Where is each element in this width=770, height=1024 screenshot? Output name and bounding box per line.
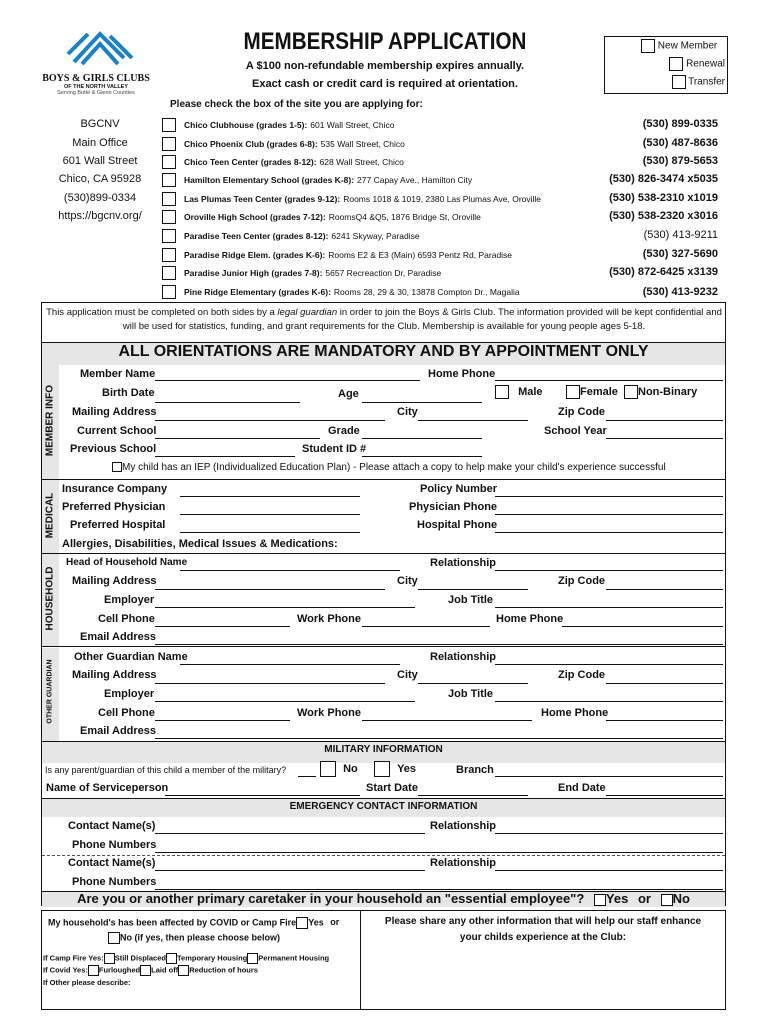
site-row (162, 173, 472, 187)
fire-label: If Camp Fire Yes: (43, 953, 104, 963)
divider (42, 646, 725, 647)
male-checkbox[interactable] (495, 385, 509, 399)
essential-question: Are you or another primary caretaker in your household an "essential employee"? (77, 891, 585, 906)
site-checkbox[interactable] (162, 210, 176, 224)
site-phone: (530) 826-3474 x5035 (609, 173, 718, 185)
birth-date-label: Birth Date (102, 387, 155, 399)
other-guardian-name-field[interactable] (180, 664, 400, 665)
medical-label: MEDICAL (44, 492, 56, 539)
site-phone: (530) 327-5690 (642, 248, 718, 260)
permanent-housing-checkbox[interactable] (247, 953, 258, 964)
site-row (162, 229, 420, 243)
site-phone: (530) 872-6425 x3139 (609, 266, 718, 278)
physician-label: Preferred Physician (62, 501, 166, 513)
permanent-housing-label: Permanent Housing (258, 953, 330, 963)
home-phone-field[interactable] (495, 380, 723, 381)
household-work-label: Work Phone (297, 613, 361, 625)
nonbinary-checkbox[interactable] (624, 385, 638, 399)
transfer-checkbox[interactable] (672, 75, 686, 89)
member-name-label: Member Name (80, 368, 156, 380)
household-city-label: City (397, 575, 418, 587)
insurance-label: Insurance Company (62, 483, 168, 495)
head-household-label: Head of Household Name (66, 557, 188, 568)
contact-relationship-label-2: Relationship (430, 857, 497, 869)
essential-row (42, 891, 725, 906)
zip-label: Zip Code (558, 406, 606, 418)
birth-date-field[interactable] (155, 402, 300, 403)
home-phone-label: Home Phone (428, 368, 496, 380)
phone-numbers-field-2[interactable] (155, 889, 723, 890)
logo (40, 24, 152, 94)
iep-checkbox[interactable] (112, 462, 122, 472)
other-employer-field[interactable] (155, 701, 415, 702)
covid-yes-group-label: If Covid Yes: (43, 965, 88, 975)
site-checkbox[interactable] (162, 229, 176, 243)
site-name: Pine Ridge Elementary (grades K-6): (184, 287, 331, 297)
site-name: Chico Phoenix Club (grades 6-8): (184, 139, 318, 149)
site-address: 601 Wall Street, Chico (310, 120, 395, 130)
other-mailing-label: Mailing Address (72, 669, 157, 681)
site-row (162, 118, 395, 132)
fire-row (43, 953, 329, 964)
household-job-field[interactable] (495, 607, 723, 608)
other-work-field[interactable] (362, 720, 532, 721)
site-row (162, 210, 481, 224)
logo-name: BOYS & GIRLS CLUBS (42, 73, 150, 84)
allergies-label: Allergies, Disabilities, Medical Issues & Medications: (62, 538, 338, 550)
site-checkbox[interactable] (162, 248, 176, 262)
end-date-field[interactable] (606, 795, 723, 796)
hospital-phone-label: Hospital Phone (417, 519, 498, 531)
site-row (162, 248, 512, 262)
membership-type-box (604, 36, 728, 94)
contact-names-field-2[interactable] (155, 870, 425, 871)
household-employer-field[interactable] (155, 607, 415, 608)
previous-school-field[interactable] (155, 456, 295, 457)
school-year-label: School Year (544, 425, 607, 437)
renewal-checkbox[interactable] (669, 57, 683, 71)
member-info-label: MEMBER INFO (44, 384, 56, 457)
iep-label: My child has an IEP (Individualized Education Plan) - Please attach a copy to help make your child's experience successful (122, 462, 666, 473)
contact-separator (42, 855, 725, 856)
payment-note: Exact cash or credit card is required at orientation. (252, 78, 518, 90)
essential-no-label: No (672, 891, 690, 906)
current-school-field[interactable] (155, 438, 320, 439)
household-email-label: Email Address (80, 631, 157, 643)
org-city: Chico, CA 95928 (58, 173, 142, 185)
notice-post: in order to join the Boys & Girls Club. The information provided will be kept confidential and (337, 307, 722, 318)
site-name: Oroville High School (grades 7-12): (184, 212, 326, 222)
hospital-phone-field[interactable] (495, 532, 723, 533)
org-phone: (530)899-0334 (63, 192, 137, 204)
military-no-label: No (343, 762, 358, 775)
site-address: Rooms E2 & E3 (Main) 6593 Pentz Rd, Paradise (328, 250, 513, 260)
household-mailing-field[interactable] (155, 589, 385, 590)
covid-yes-row (43, 965, 258, 976)
site-address: Rooms 28, 29 & 30, 13878 Compton Dr., Magalia (333, 287, 520, 297)
covid-no-label: No (if yes, then please choose below) (120, 932, 281, 943)
mandatory-title: ALL ORIENTATIONS ARE MANDATORY AND BY APPOINTMENT ONLY (118, 343, 649, 360)
physician-phone-field[interactable] (495, 514, 723, 515)
household-work-field[interactable] (362, 626, 490, 627)
female-checkbox[interactable] (566, 385, 580, 399)
physician-field[interactable] (180, 514, 360, 515)
age-label: Age (338, 388, 359, 400)
org-name: BGCNV (80, 118, 120, 130)
essential-yes-label: Yes (605, 891, 629, 906)
other-job-label: Job Title (448, 688, 494, 700)
household-mailing-label: Mailing Address (72, 575, 157, 587)
contact-relationship-label: Relationship (430, 820, 497, 832)
notice-pre: This application must be completed on both sides by a (46, 307, 278, 318)
contact-names-label: Contact Name(s) (68, 820, 156, 832)
other-home-label: Home Phone (541, 707, 609, 719)
household-relationship-label: Relationship (430, 557, 497, 569)
other-cell-field[interactable] (155, 720, 290, 721)
site-phone: (530) 879-5653 (642, 155, 718, 167)
other-home-field[interactable] (606, 720, 723, 721)
other-city-field[interactable] (418, 683, 528, 684)
female-label: Female (580, 385, 618, 398)
other-guardian-name-label: Other Guardian Name (74, 651, 188, 663)
military-no-option (320, 761, 358, 777)
contact-relationship-field-2[interactable] (495, 870, 723, 871)
serviceperson-label: Name of Serviceperson (46, 782, 169, 794)
end-date-label: End Date (558, 782, 606, 794)
site-name: Paradise Ridge Elem. (grades K-6): (184, 250, 326, 260)
grade-label: Grade (328, 425, 360, 437)
grade-field[interactable] (362, 438, 482, 439)
policy-label: Policy Number (420, 483, 498, 495)
start-date-label: Start Date (366, 782, 418, 794)
divider (42, 553, 725, 554)
covid-no-row (108, 932, 280, 944)
military-yes-checkbox[interactable] (374, 761, 390, 777)
page-title: MEMBERSHIP APPLICATION (243, 28, 527, 55)
iep-option (112, 462, 666, 473)
site-name: Paradise Teen Center (grades 8-12): (184, 231, 329, 241)
other-zip-field[interactable] (606, 683, 723, 684)
female-option (566, 385, 618, 399)
male-label: Male (518, 385, 543, 398)
student-id-field[interactable] (362, 456, 482, 457)
age-field[interactable] (362, 402, 482, 403)
site-checkbox[interactable] (162, 173, 176, 187)
share-prompt-2: your childs experience at the Club: (459, 932, 627, 943)
military-answer-field[interactable] (298, 776, 316, 777)
zip-field[interactable] (606, 420, 723, 421)
other-mailing-field[interactable] (155, 683, 385, 684)
site-checkbox[interactable] (162, 155, 176, 169)
site-address: 277 Capay Ave., Hamilton City (357, 175, 473, 185)
current-school-label: Current School (77, 425, 157, 437)
still-displaced-label: Still Displaced (114, 953, 166, 963)
site-name: Hamilton Elementary School (grades K-8): (184, 175, 355, 185)
branch-field[interactable] (495, 776, 723, 777)
city-label: City (397, 406, 418, 418)
temporary-housing-checkbox[interactable] (166, 953, 177, 964)
site-row (162, 155, 404, 169)
logo-tagline: Serving Butte & Glenn Counties (57, 90, 135, 96)
site-name: Las Plumas Teen Center (grades 9-12): (184, 194, 341, 204)
site-phone: (530) 899-0335 (642, 118, 718, 130)
covid-yes-checkbox[interactable] (296, 917, 308, 929)
other-job-field[interactable] (495, 701, 723, 702)
serviceperson-field[interactable] (165, 795, 360, 796)
site-row (162, 192, 541, 206)
household-home-label: Home Phone (496, 613, 564, 625)
essential-or: or (637, 891, 651, 906)
site-phone: (530) 538-2310 x1019 (609, 192, 718, 204)
phone-numbers-field[interactable] (155, 852, 723, 853)
still-displaced-checkbox[interactable] (104, 953, 115, 964)
site-phone: (530) 538-2320 x3016 (609, 210, 718, 222)
fee-note: A $100 non-refundable membership expires annually. (245, 60, 525, 72)
household-cell-label: Cell Phone (98, 613, 155, 625)
site-row (162, 137, 405, 151)
logo-icon (40, 24, 152, 72)
site-checkbox[interactable] (162, 118, 176, 132)
military-question: Is any parent/guardian of this child a member of the military? (45, 765, 287, 775)
previous-school-label: Previous School (70, 443, 157, 455)
mailing-address-label: Mailing Address (72, 406, 157, 418)
site-name: Chico Teen Center (grades 8-12): (184, 157, 317, 167)
essential-yes-checkbox[interactable] (594, 894, 606, 906)
site-phone: (530) 413-9232 (642, 286, 718, 298)
city-field[interactable] (418, 420, 528, 421)
household-city-field[interactable] (418, 589, 528, 590)
covid-question: My household's has been affected by COVID or Camp Fire (48, 917, 297, 928)
site-address: Rooms 1018 & 1019, 2380 Las Plumas Ave, Oroville (343, 194, 542, 204)
site-phone: (530) 487-8636 (642, 137, 718, 149)
household-email-field[interactable] (155, 644, 723, 645)
notice-line2: will be used for statistics, funding, and grant requirements for the Club. Membership is available for young people ages 5-18. (122, 321, 646, 332)
household-relationship-field[interactable] (495, 570, 723, 571)
nonbinary-label: Non-Binary (638, 385, 698, 398)
military-yes-label: Yes (397, 762, 417, 775)
other-email-field[interactable] (155, 738, 723, 739)
male-option (495, 385, 543, 399)
site-name: Chico Clubhouse (grades 1-5): (184, 120, 308, 130)
military-yes-option (374, 761, 416, 777)
site-address: 628 Wall Street, Chico (319, 157, 404, 167)
other-work-label: Work Phone (297, 707, 361, 719)
covid-no-checkbox[interactable] (108, 932, 120, 944)
nonbinary-option (624, 385, 697, 399)
site-row (162, 266, 441, 280)
student-id-label: Student ID # (302, 443, 367, 455)
other-describe: If Other please describe: (43, 978, 131, 987)
other-cell-label: Cell Phone (98, 707, 155, 719)
transfer-label: Transfer (688, 76, 725, 88)
other-employer-label: Employer (104, 688, 155, 700)
site-address: 6241 Skyway, Paradise (331, 231, 420, 241)
site-checkbox[interactable] (162, 266, 176, 280)
household-zip-field[interactable] (606, 589, 723, 590)
site-address: 535 Wall Street, Chico (320, 139, 405, 149)
member-name-field[interactable] (155, 380, 420, 381)
divider (42, 479, 725, 480)
covid-or: or (330, 917, 340, 928)
household-home-field[interactable] (562, 626, 723, 627)
hospital-field[interactable] (180, 532, 360, 533)
other-relationship-label: Relationship (430, 651, 497, 663)
other-relationship-field[interactable] (495, 664, 723, 665)
org-street: 601 Wall Street (62, 155, 138, 167)
site-address: RoomsQ4 &Q5, 1876 Bridge St, Oroville (328, 212, 481, 222)
site-checkbox[interactable] (162, 137, 176, 151)
site-name: Paradise Junior High (grades 7-8): (184, 268, 323, 278)
hospital-label: Preferred Hospital (70, 519, 166, 531)
insurance-field[interactable] (180, 496, 360, 497)
site-checkbox[interactable] (162, 285, 176, 299)
phone-numbers-label: Phone Numbers (72, 839, 157, 851)
household-zip-label: Zip Code (558, 575, 606, 587)
site-checkbox[interactable] (162, 192, 176, 206)
mailing-address-field[interactable] (155, 420, 385, 421)
renewal-label: Renewal (686, 58, 725, 70)
head-household-field[interactable] (180, 570, 400, 571)
physician-phone-label: Physician Phone (409, 501, 498, 513)
branch-label: Branch (456, 764, 494, 776)
policy-field[interactable] (495, 496, 723, 497)
laid-off-label: Laid off (151, 965, 179, 975)
contact-relationship-field[interactable] (495, 833, 723, 834)
contact-names-label-2: Contact Name(s) (68, 857, 156, 869)
other-zip-label: Zip Code (558, 669, 606, 681)
site-row (162, 285, 520, 299)
other-guardian-label: OTHER GUARDIAN (46, 659, 54, 724)
site-phone: (530) 413-9211 (643, 229, 718, 241)
other-email-label: Email Address (80, 725, 157, 737)
household-cell-field[interactable] (155, 626, 290, 627)
essential-no-checkbox[interactable] (661, 894, 673, 906)
laid-off-checkbox[interactable] (140, 965, 151, 976)
org-website[interactable]: https://bgcnv.org/ (58, 210, 142, 222)
temporary-housing-label: Temporary Housing (177, 953, 248, 963)
new-member-checkbox[interactable] (641, 39, 655, 53)
logo-sub: OF THE NORTH VALLEY (63, 84, 129, 90)
new-member-label: New Member (657, 40, 718, 52)
furloughed-checkbox[interactable] (88, 965, 99, 976)
org-office: Main Office (72, 137, 128, 149)
notice (44, 306, 724, 334)
contact-names-field[interactable] (155, 833, 425, 834)
phone-numbers-label-2: Phone Numbers (72, 876, 157, 888)
site-address: 5657 Recreaction Dr, Paradise (325, 268, 442, 278)
emergency-title: EMERGENCY CONTACT INFORMATION (289, 801, 478, 812)
other-city-label: City (397, 669, 418, 681)
covid-yes-label: Yes (308, 917, 324, 928)
household-job-label: Job Title (448, 594, 494, 606)
start-date-field[interactable] (418, 795, 528, 796)
military-title: MILITARY INFORMATION (324, 744, 443, 755)
share-prompt-1: Please share any other information that will help our staff enhance (384, 916, 702, 927)
reduction-hours-checkbox[interactable] (178, 965, 189, 976)
covid-question-row (48, 917, 339, 929)
school-year-field[interactable] (606, 438, 723, 439)
military-no-checkbox[interactable] (320, 761, 336, 777)
household-label: HOUSEHOLD (44, 566, 56, 631)
furloughed-label: Furloughed (98, 965, 141, 975)
notice-em: legal guardian (277, 307, 338, 318)
reduction-hours-label: Reduction of hours (189, 965, 258, 975)
household-employer-label: Employer (104, 594, 155, 606)
site-instruction: Please check the box of the site you are applying for: (170, 99, 423, 110)
